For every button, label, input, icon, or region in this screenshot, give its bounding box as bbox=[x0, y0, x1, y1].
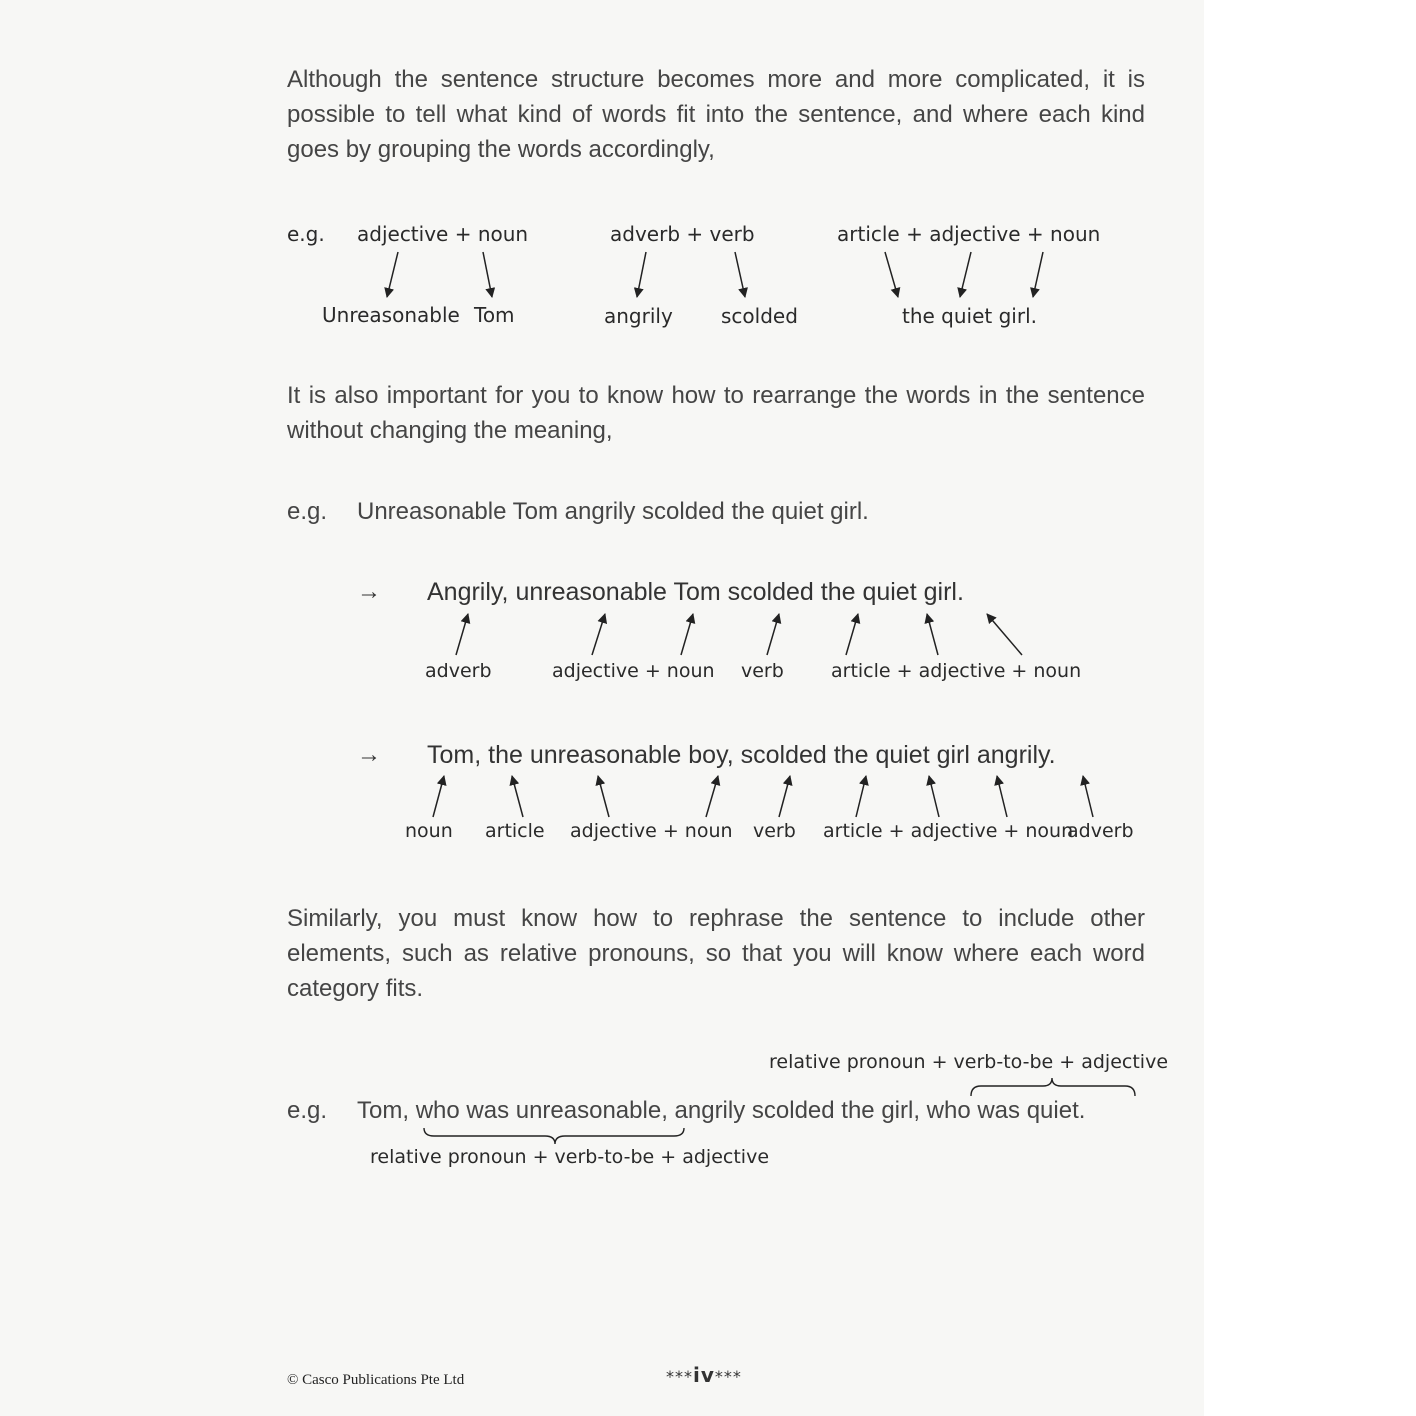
page-number-value: iv bbox=[693, 1363, 715, 1387]
rearr2-label-article: article bbox=[485, 820, 545, 842]
arrow-line bbox=[767, 614, 779, 655]
arrow-line bbox=[512, 776, 523, 817]
arrow-line bbox=[960, 252, 971, 297]
arrow-line bbox=[846, 614, 858, 655]
arrow-line bbox=[1033, 252, 1043, 297]
rephrase-paragraph: Similarly, you must know how to rephrase the sentence to include other elements, such as relative pronouns, so that you will know where each word category fits. bbox=[287, 905, 1145, 1002]
arrow-line bbox=[706, 776, 718, 817]
arrow-line bbox=[433, 776, 444, 817]
sentence-part: . bbox=[1078, 1097, 1086, 1124]
rearr2-label-article-adjective-noun: article + adjective + noun bbox=[823, 820, 1074, 842]
eg-label-2: e.g. bbox=[287, 498, 328, 525]
rearr2-label-adjective-noun: adjective + noun bbox=[570, 820, 733, 842]
arrow-line bbox=[387, 252, 398, 297]
eg-label-3: e.g. bbox=[287, 1097, 328, 1124]
arrow-line bbox=[598, 776, 609, 817]
copyright-notice: © Casco Publications Pte Ltd bbox=[287, 1372, 465, 1388]
brace-bottom bbox=[424, 1128, 684, 1144]
arrow-line bbox=[779, 776, 790, 817]
brace-top bbox=[971, 1078, 1135, 1096]
rearr1-label-article-adjective-noun: article + adjective + noun bbox=[831, 660, 1082, 682]
rearranged-sentence-2: Tom, the unreasonable boy, scolded the quiet girl angrily. bbox=[427, 741, 1056, 769]
group1-word2: Tom bbox=[474, 303, 515, 327]
rearr1-label-adjective-noun: adjective + noun bbox=[552, 660, 715, 682]
eg-label-1: e.g. bbox=[287, 222, 325, 246]
group3-words: the quiet girl. bbox=[902, 304, 1037, 328]
example-sentence: Unreasonable Tom angrily scolded the quiet girl. bbox=[357, 498, 869, 525]
rearr1-label-adverb: adverb bbox=[425, 660, 492, 682]
relative-clause-sentence bbox=[357, 1097, 1085, 1125]
arrow-line bbox=[929, 776, 939, 817]
page-number bbox=[666, 1363, 742, 1387]
arrow-line bbox=[681, 614, 693, 655]
arrow-line bbox=[997, 776, 1007, 817]
arrow-line bbox=[456, 614, 468, 655]
arrow-line bbox=[927, 614, 938, 655]
rearranged-sentence-1: Angrily, unreasonable Tom scolded the quiet girl. bbox=[427, 578, 964, 606]
arrow-right-icon: → bbox=[357, 578, 381, 605]
rearr2-label-noun: noun bbox=[405, 820, 453, 842]
arrow-line bbox=[483, 252, 492, 297]
arrow-line bbox=[592, 614, 605, 655]
arrow-line bbox=[637, 252, 646, 297]
rearr1-label-verb: verb bbox=[741, 660, 784, 682]
intro-paragraph: Although the sentence structure becomes more and more complicated, it is possible to tell what kind of words fit into the sentence, and where each kind goes by grouping the words accordingly, bbox=[287, 66, 1145, 163]
group2-label: adverb + verb bbox=[610, 222, 755, 246]
arrow-line bbox=[987, 614, 1022, 655]
group2-word2: scolded bbox=[721, 304, 798, 328]
page-edge bbox=[1204, 0, 1416, 1416]
group3-label: article + adjective + noun bbox=[837, 222, 1101, 246]
group1-label: adjective + noun bbox=[357, 222, 529, 246]
rearr2-label-verb: verb bbox=[753, 820, 796, 842]
arrow-right-icon: → bbox=[357, 741, 381, 768]
arrow-line bbox=[1083, 776, 1093, 817]
rearr2-label-adverb: adverb bbox=[1067, 820, 1134, 842]
relative-clause-label-top: relative pronoun + verb-to-be + adjective bbox=[769, 1051, 1169, 1073]
group2-word1: angrily bbox=[604, 304, 673, 328]
relative-clause-label-bottom: relative pronoun + verb-to-be + adjective bbox=[370, 1146, 770, 1168]
page-number-decoration: *** bbox=[666, 1367, 693, 1386]
page-number-decoration: *** bbox=[714, 1367, 742, 1386]
arrow-line bbox=[735, 252, 745, 297]
relative-clause-2: who was quiet bbox=[926, 1097, 1079, 1124]
arrow-line bbox=[856, 776, 866, 817]
sentence-part: , angrily scolded the girl, bbox=[661, 1097, 927, 1124]
group1-word1: Unreasonable bbox=[322, 303, 460, 327]
arrow-line bbox=[885, 252, 898, 297]
rearrange-paragraph: It is also important for you to know how to rearrange the words in the sentence without changing the meaning, bbox=[287, 382, 1145, 444]
relative-clause-1: who was unreasonable bbox=[415, 1097, 662, 1124]
sentence-part: Tom, bbox=[357, 1097, 416, 1124]
